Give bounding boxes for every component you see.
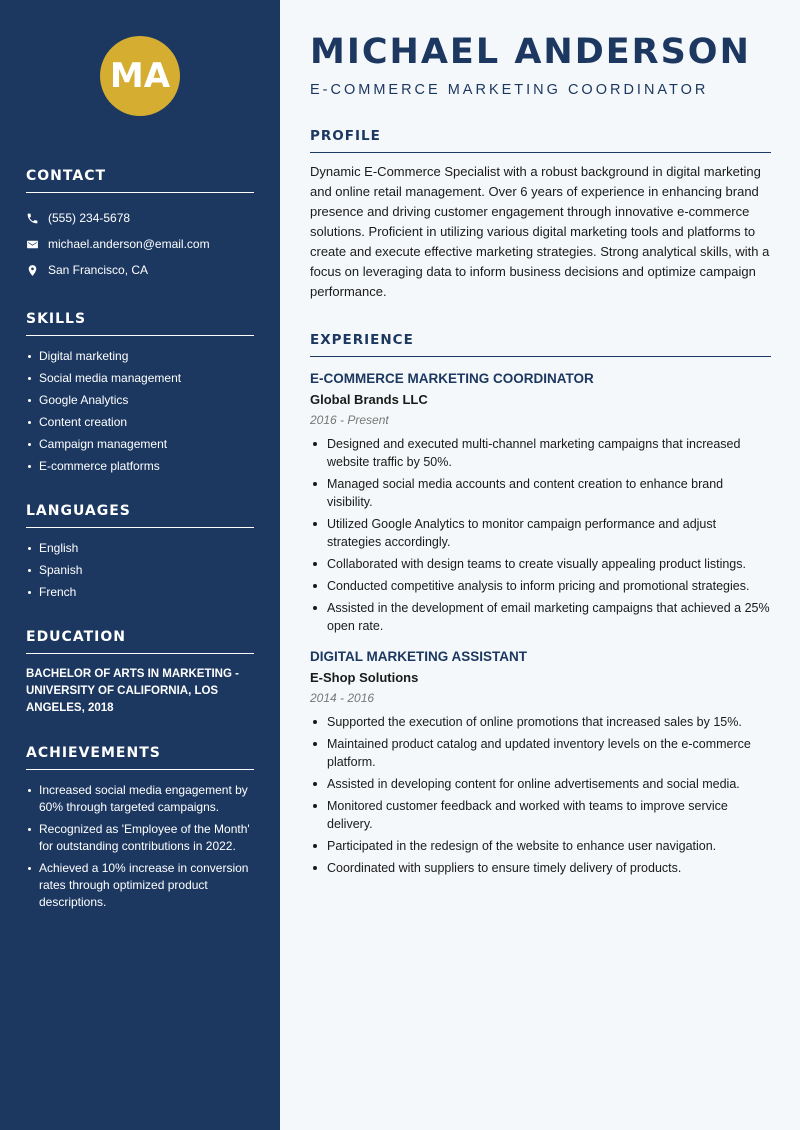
- skill-item: Social media management: [26, 370, 254, 387]
- contact-email: [26, 231, 254, 257]
- skill-item: Content creation: [26, 414, 254, 431]
- mail-icon: [26, 238, 39, 251]
- education-heading: EDUCATION: [26, 629, 254, 654]
- education-section: [26, 629, 254, 717]
- job-bullet: Collaborated with design teams to create visually appealing product listings.: [310, 555, 771, 573]
- job-bullet: Monitored customer feedback and worked with teams to improve service delivery.: [310, 797, 771, 833]
- achievement-item: Recognized as 'Employee of the Month' for outstanding contributions in 2022.: [26, 821, 254, 855]
- skill-item: Digital marketing: [26, 348, 254, 365]
- job-bullet: Assisted in the development of email marketing campaigns that achieved a 25% open rate.: [310, 599, 771, 635]
- contact-section: [26, 168, 254, 283]
- job-title: E-COMMERCE MARKETING COORDINATOR: [310, 371, 594, 386]
- skills-section: [26, 311, 254, 475]
- company-name: Global Brands LLC: [310, 392, 428, 407]
- language-item: English: [26, 540, 254, 557]
- job-bullet: Coordinated with suppliers to ensure timely delivery of products.: [310, 859, 771, 877]
- job-entry: [310, 371, 771, 635]
- job-bullet: Assisted in developing content for online advertisements and social media.: [310, 775, 771, 793]
- achievements-heading: ACHIEVEMENTS: [26, 745, 254, 770]
- job-bullets: [310, 713, 771, 877]
- location-text: San Francisco, CA: [48, 263, 149, 277]
- achievement-item: Achieved a 10% increase in conversion rates through optimized product descriptions.: [26, 860, 254, 911]
- job-bullet: Conducted competitive analysis to inform pricing and promotional strategies.: [310, 577, 771, 595]
- job-bullet: Designed and executed multi-channel marketing campaigns that increased website traffic by 50%.: [310, 435, 771, 471]
- skills-list: [26, 348, 254, 475]
- profile-section: [310, 128, 771, 302]
- skill-item: Google Analytics: [26, 392, 254, 409]
- main-content: [280, 0, 800, 1130]
- job-title: DIGITAL MARKETING ASSISTANT: [310, 649, 527, 664]
- job-dates: 2014 - 2016: [310, 691, 375, 705]
- company-name: E-Shop Solutions: [310, 670, 419, 685]
- location-pin-icon: [26, 264, 39, 277]
- experience-section: [310, 332, 771, 877]
- language-item: Spanish: [26, 562, 254, 579]
- profile-text: Dynamic E-Commerce Specialist with a robust background in digital marketing and online retail management. Over 6 years of experience in enhancing brand presence and driving customer engagement through innovative e-commerce solutions. Proficient in utilizing various digital marketing tools and platforms to create and execute effective marketing strategies. Strong analytical skills, with a focus on leveraging data to inform business decisions and optimize campaign performance.: [310, 164, 770, 299]
- job-bullet: Managed social media accounts and content creation to enhance brand visibility.: [310, 475, 771, 511]
- job-entry: [310, 649, 771, 877]
- language-item: French: [26, 584, 254, 601]
- languages-section: [26, 503, 254, 601]
- education-entry: BACHELOR OF ARTS IN MARKETING - UNIVERSITY OF CALIFORNIA, LOS ANGELES, 2018: [26, 668, 239, 714]
- phone-icon: [26, 212, 39, 225]
- job-bullet: Maintained product catalog and updated inventory levels on the e-commerce platform.: [310, 735, 771, 771]
- languages-heading: LANGUAGES: [26, 503, 254, 528]
- contact-location: [26, 257, 254, 283]
- achievements-section: [26, 745, 254, 911]
- languages-list: [26, 540, 254, 601]
- job-bullet: Utilized Google Analytics to monitor campaign performance and adjust strategies accordingly.: [310, 515, 771, 551]
- profile-heading: PROFILE: [310, 128, 771, 153]
- achievements-list: [26, 782, 254, 911]
- phone-number: (555) 234-5678: [48, 211, 131, 225]
- email-address: michael.anderson@email.com: [48, 237, 210, 251]
- full-name: MICHAEL ANDERSON: [310, 32, 751, 72]
- job-bullets: [310, 435, 771, 635]
- skills-heading: SKILLS: [26, 311, 254, 336]
- achievement-item: Increased social media engagement by 60% through targeted campaigns.: [26, 782, 254, 816]
- contact-heading: CONTACT: [26, 168, 254, 193]
- sidebar: [0, 0, 280, 1130]
- job-headline: E-COMMERCE MARKETING COORDINATOR: [310, 82, 709, 98]
- skill-item: Campaign management: [26, 436, 254, 453]
- contact-phone: [26, 205, 254, 231]
- experience-heading: EXPERIENCE: [310, 332, 771, 357]
- job-bullet: Participated in the redesign of the website to enhance user navigation.: [310, 837, 771, 855]
- skill-item: E-commerce platforms: [26, 458, 254, 475]
- job-dates: 2016 - Present: [310, 413, 389, 427]
- avatar: MA: [100, 36, 180, 116]
- job-bullet: Supported the execution of online promotions that increased sales by 15%.: [310, 713, 771, 731]
